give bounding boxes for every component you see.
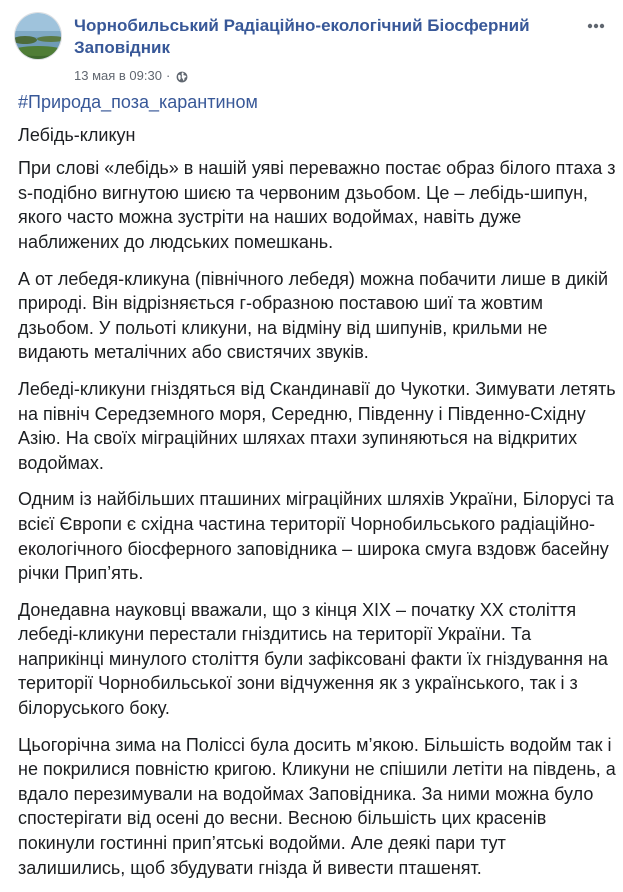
hashtag-link[interactable]: #Природа_поза_карантином (18, 92, 258, 112)
post-paragraph: Донедавна науковці вважали, що з кінця XIX – початку XX століття лебеді-кликуни перестали гніздитись на території України. Та наприкінці минулого століття були зафіксовані факти їх гніздування на території Чорнобильської зони відчуження як з українського, так і з білоруського боку. (18, 599, 608, 719)
globe-icon[interactable] (176, 70, 188, 82)
post-paragraph: Цьогорічна зима на Поліссі була досить м’якою. Більшість водойм так і не покрилися повністю кригою. Кликуни не спішили летіти на південь, а вдало перезимували на водоймах Заповідника. За ними можна було спостерігати від осені до весни. Весною більшість цих красенів покинули гостинні прип’ятські водойми. Але деякі пари тут залишились, щоб збудувати гнізда й вивести пташенят. (18, 734, 616, 878)
post-content (18, 90, 618, 892)
more-horizontal-icon[interactable] (584, 16, 608, 36)
post-title: Лебідь-кликун (18, 124, 136, 145)
post-timestamp[interactable]: 13 мая в 09:30 (74, 68, 162, 83)
post-meta (74, 67, 188, 85)
post-header (12, 12, 612, 92)
page-avatar[interactable] (14, 12, 62, 60)
post-paragraph: При слові «лебідь» в нашій уяві переважно постає образ білого птаха з s-подібно вигнутою шиєю та червоним дзьобом. Це – лебідь-шипун, якого часто можна зустріти на наших водоймах, навіть дуже наближених до людських помешкань. (18, 158, 616, 252)
page-name-link[interactable]: Чорнобильський Радіаційно-екологічний Біосферний Заповідник (74, 16, 530, 57)
post-paragraph: А от лебедя-кликуна (північного лебедя) можна побачити лише в дикій природі. Він відрізняється г-образною поставою шиї та жовтим дзьобом. У польоті кликуни, на відміну від шипунів, крильми не видають металічних або свистячих звуків. (18, 268, 609, 363)
post-paragraph: Одним із найбільших пташиних міграційних шляхів України, Білорусі та всієї Європи є східна частина території Чорнобильського радіаційно-екологічного біосферного заповідника – широка смуга вздовж басейну річки Прип’ять. (18, 489, 614, 584)
meta-separator: · (165, 68, 171, 83)
post-paragraph: Лебеді-кликуни гніздяться від Скандинавії до Чукотки. Зимувати летять на північ Середземного моря, Середню, Південну і Південно-Східну Азію. На своїх міграційних шляхах птахи зупиняються на відкритих водоймах. (18, 378, 616, 473)
